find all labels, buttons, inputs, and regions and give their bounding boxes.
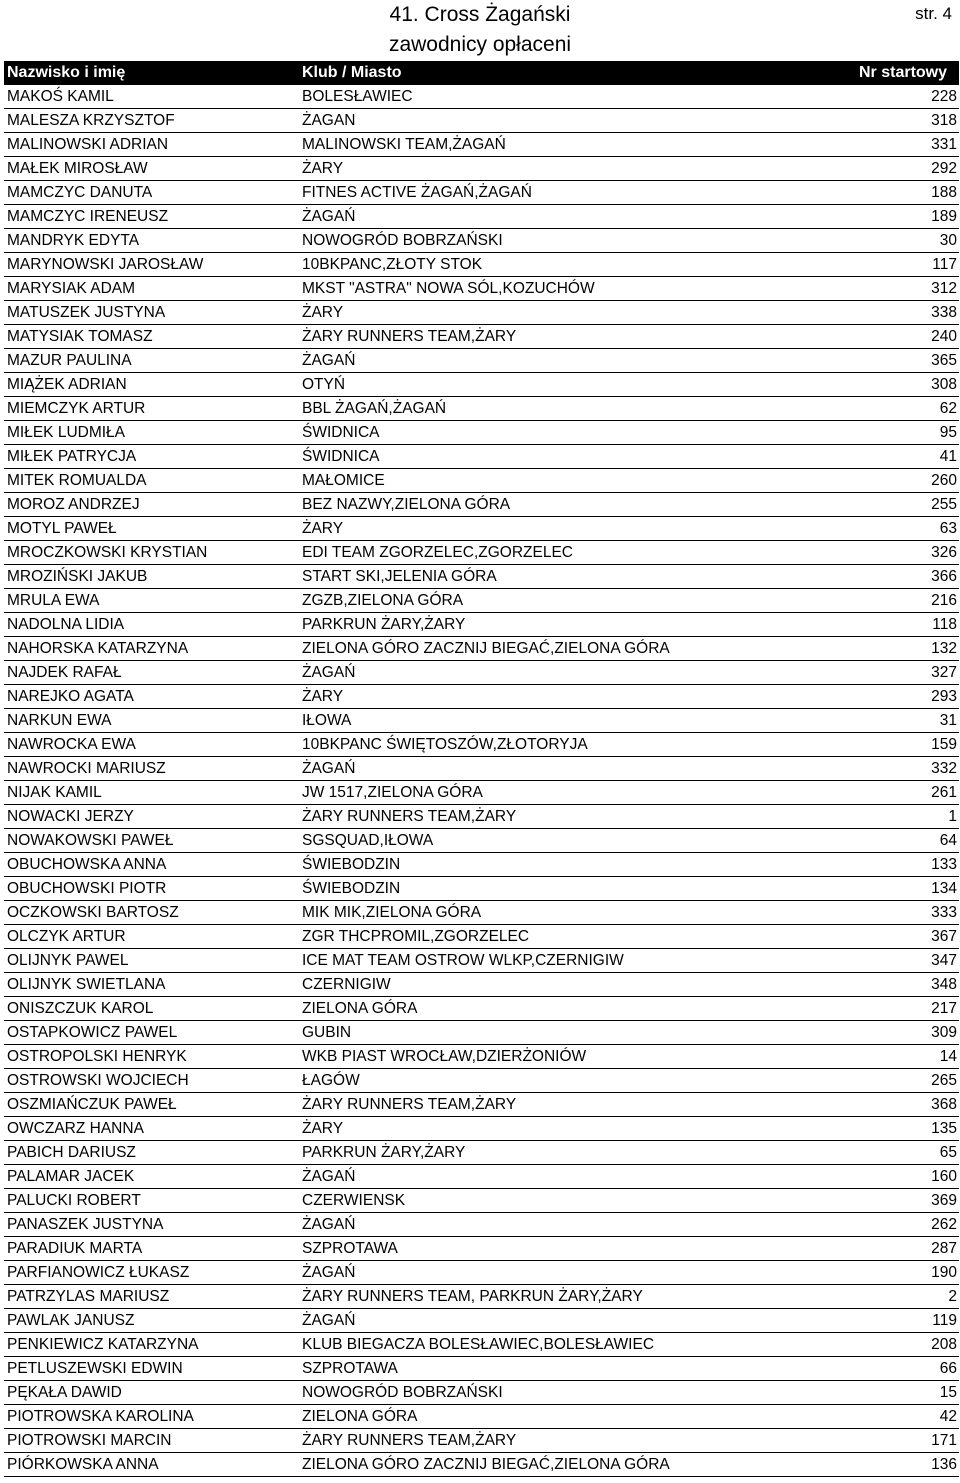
cell-bib-number: 171 [847,1429,959,1453]
cell-club: PARKRUN ŻARY,ŻARY [302,613,847,637]
cell-club: ŻARY [302,1117,847,1141]
table-row [4,541,959,565]
table-row [4,109,959,133]
cell-bib-number: 14 [847,1045,959,1069]
cell-bib-number: 287 [847,1237,959,1261]
cell-name: PIOTROWSKI MARCIN [4,1429,302,1453]
cell-name: MARYSIAK ADAM [4,277,302,301]
cell-club: ŚWIDNICA [302,445,847,469]
table-body [4,85,959,1477]
cell-name: NADOLNA LIDIA [4,613,302,637]
cell-name: NAWROCKA EWA [4,733,302,757]
cell-name: PĘKAŁA DAWID [4,1381,302,1405]
cell-club: BEZ NAZWY,ZIELONA GÓRA [302,493,847,517]
cell-bib-number: 2 [847,1285,959,1309]
cell-name: MATYSIAK TOMASZ [4,325,302,349]
cell-club: 10BKPANC ŚWIĘTOSZÓW,ZŁOTORYJA [302,733,847,757]
cell-club: ŻARY RUNNERS TEAM, PARKRUN ŻARY,ŻARY [302,1285,847,1309]
cell-bib-number: 31 [847,709,959,733]
column-header-name: Nazwisko i imię [4,61,302,85]
table-row [4,781,959,805]
cell-name: MALINOWSKI ADRIAN [4,133,302,157]
cell-name: OSTROWSKI WOJCIECH [4,1069,302,1093]
cell-bib-number: 117 [847,253,959,277]
cell-club: ŻAGAŃ [302,349,847,373]
cell-bib-number: 265 [847,1069,959,1093]
cell-name: NOWACKI JERZY [4,805,302,829]
cell-bib-number: 333 [847,901,959,925]
page-header [0,0,960,60]
cell-name: MRULA EWA [4,589,302,613]
table-row [4,757,959,781]
cell-club: ŚWIDNICA [302,421,847,445]
table-row [4,253,959,277]
cell-club: SZPROTAWA [302,1357,847,1381]
cell-name: NAHORSKA KATARZYNA [4,637,302,661]
table-row [4,493,959,517]
cell-bib-number: 134 [847,877,959,901]
cell-club: ŻAGAŃ [302,205,847,229]
cell-bib-number: 338 [847,301,959,325]
table-row [4,685,959,709]
cell-name: MATUSZEK JUSTYNA [4,301,302,325]
cell-name: PAWLAK JANUSZ [4,1309,302,1333]
cell-name: MIŁEK LUDMIŁA [4,421,302,445]
table-row [4,229,959,253]
table-row [4,205,959,229]
cell-bib-number: 260 [847,469,959,493]
cell-bib-number: 262 [847,1213,959,1237]
cell-bib-number: 135 [847,1117,959,1141]
cell-bib-number: 261 [847,781,959,805]
cell-club: MKST "ASTRA" NOWA SÓL,KOZUCHÓW [302,277,847,301]
cell-name: PETLUSZEWSKI EDWIN [4,1357,302,1381]
cell-name: MOTYL PAWEŁ [4,517,302,541]
cell-club: START SKI,JELENIA GÓRA [302,565,847,589]
cell-club: ŻAGAŃ [302,661,847,685]
table-row [4,1381,959,1405]
table-row [4,1261,959,1285]
cell-bib-number: 327 [847,661,959,685]
table-row [4,1045,959,1069]
table-row [4,397,959,421]
cell-bib-number: 15 [847,1381,959,1405]
table-row [4,1237,959,1261]
cell-bib-number: 312 [847,277,959,301]
cell-club: ŁAGÓW [302,1069,847,1093]
cell-club: ŻARY [302,685,847,709]
cell-bib-number: 369 [847,1189,959,1213]
cell-name: OLIJNYK PAWEL [4,949,302,973]
table-row [4,877,959,901]
cell-bib-number: 64 [847,829,959,853]
table-row [4,1453,959,1477]
table-row [4,349,959,373]
cell-club: ŻARY RUNNERS TEAM,ŻARY [302,325,847,349]
table-row [4,469,959,493]
document-title: 41. Cross Żagański [389,3,571,26]
cell-name: NARKUN EWA [4,709,302,733]
cell-club: PARKRUN ŻARY,ŻARY [302,1141,847,1165]
cell-club: ŻAGAŃ [302,1213,847,1237]
cell-club: ŻARY [302,517,847,541]
cell-name: MAMCZYC IRENEUSZ [4,205,302,229]
cell-name: MIEMCZYK ARTUR [4,397,302,421]
cell-club: SZPROTAWA [302,1237,847,1261]
table-row [4,517,959,541]
cell-bib-number: 118 [847,613,959,637]
table-row [4,1213,959,1237]
cell-club: ŻARY RUNNERS TEAM,ŻARY [302,805,847,829]
cell-name: PATRZYLAS MARIUSZ [4,1285,302,1309]
cell-bib-number: 136 [847,1453,959,1477]
cell-club: WKB PIAST WROCŁAW,DZIERŻONIÓW [302,1045,847,1069]
cell-bib-number: 347 [847,949,959,973]
cell-bib-number: 292 [847,157,959,181]
cell-name: NAWROCKI MARIUSZ [4,757,302,781]
cell-bib-number: 208 [847,1333,959,1357]
table-row [4,1165,959,1189]
participants-table [4,61,959,1477]
cell-club: KLUB BIEGACZA BOLESŁAWIEC,BOLESŁAWIEC [302,1333,847,1357]
table-row [4,925,959,949]
cell-bib-number: 367 [847,925,959,949]
table-row [4,181,959,205]
table-row [4,373,959,397]
table-row [4,613,959,637]
cell-name: PIOTROWSKA KAROLINA [4,1405,302,1429]
cell-name: PARADIUK MARTA [4,1237,302,1261]
cell-name: MAŁEK MIROSŁAW [4,157,302,181]
cell-bib-number: 95 [847,421,959,445]
cell-bib-number: 159 [847,733,959,757]
cell-name: NAJDEK RAFAŁ [4,661,302,685]
table-row [4,1429,959,1453]
cell-bib-number: 132 [847,637,959,661]
cell-name: OBUCHOWSKI PIOTR [4,877,302,901]
table-row [4,421,959,445]
cell-club: OTYŃ [302,373,847,397]
cell-name: MANDRYK EDYTA [4,229,302,253]
cell-bib-number: 189 [847,205,959,229]
cell-club: SGSQUAD,IŁOWA [302,829,847,853]
table-row [4,973,959,997]
cell-name: PABICH DARIUSZ [4,1141,302,1165]
cell-name: NAREJKO AGATA [4,685,302,709]
table-row [4,1357,959,1381]
cell-name: MROCZKOWSKI KRYSTIAN [4,541,302,565]
cell-bib-number: 119 [847,1309,959,1333]
cell-name: MAKOŚ KAMIL [4,85,302,109]
cell-bib-number: 326 [847,541,959,565]
table-row [4,325,959,349]
cell-club: ICE MAT TEAM OSTROW WLKP,CZERNIGIW [302,949,847,973]
cell-name: OBUCHOWSKA ANNA [4,853,302,877]
cell-club: ŚWIEBODZIN [302,853,847,877]
cell-club: IŁOWA [302,709,847,733]
cell-bib-number: 331 [847,133,959,157]
table-row [4,661,959,685]
cell-bib-number: 348 [847,973,959,997]
cell-club: NOWOGRÓD BOBRZAŃSKI [302,229,847,253]
cell-bib-number: 255 [847,493,959,517]
cell-club: ŻARY [302,301,847,325]
column-header-club: Klub / Miasto [302,61,847,85]
table-row [4,445,959,469]
cell-club: ZGR THCPROMIL,ZGORZELEC [302,925,847,949]
table-row [4,733,959,757]
table-row [4,1021,959,1045]
table-row [4,85,959,109]
table-row [4,997,959,1021]
cell-bib-number: 228 [847,85,959,109]
table-row [4,1405,959,1429]
cell-bib-number: 318 [847,109,959,133]
cell-name: MIĄŻEK ADRIAN [4,373,302,397]
cell-club: BOLESŁAWIEC [302,85,847,109]
cell-name: OSZMIAŃCZUK PAWEŁ [4,1093,302,1117]
cell-bib-number: 240 [847,325,959,349]
page-number: str. 4 [915,4,952,23]
cell-club: ŻAGAŃ [302,1309,847,1333]
cell-club: ZIELONA GÓRA [302,1405,847,1429]
cell-name: OSTROPOLSKI HENRYK [4,1045,302,1069]
cell-bib-number: 30 [847,229,959,253]
cell-club: ZIELONA GÓRO ZACZNIJ BIEGAĆ,ZIELONA GÓRA [302,1453,847,1477]
cell-club: BBL ŻAGAŃ,ŻAGAŃ [302,397,847,421]
cell-club: MAŁOMICE [302,469,847,493]
cell-club: CZERNIGIW [302,973,847,997]
cell-club: MIK MIK,ZIELONA GÓRA [302,901,847,925]
cell-bib-number: 42 [847,1405,959,1429]
cell-club: NOWOGRÓD BOBRZAŃSKI [302,1381,847,1405]
cell-bib-number: 41 [847,445,959,469]
column-header-bib: Nr startowy [847,61,959,85]
cell-name: OLCZYK ARTUR [4,925,302,949]
cell-bib-number: 65 [847,1141,959,1165]
cell-name: MROZIŃSKI JAKUB [4,565,302,589]
table-row [4,853,959,877]
cell-club: ŻAGAŃ [302,1165,847,1189]
cell-name: MARYNOWSKI JAROSŁAW [4,253,302,277]
cell-club: ŚWIEBODZIN [302,877,847,901]
table-row [4,1285,959,1309]
cell-name: OSTAPKOWICZ PAWEL [4,1021,302,1045]
cell-bib-number: 365 [847,349,959,373]
cell-name: MAMCZYC DANUTA [4,181,302,205]
table-row [4,1117,959,1141]
cell-name: MIŁEK PATRYCJA [4,445,302,469]
cell-club: JW 1517,ZIELONA GÓRA [302,781,847,805]
cell-club: GUBIN [302,1021,847,1045]
cell-name: OWCZARZ HANNA [4,1117,302,1141]
cell-club: 10BKPANC,ZŁOTY STOK [302,253,847,277]
cell-club: ZIELONA GÓRO ZACZNIJ BIEGAĆ,ZIELONA GÓRA [302,637,847,661]
cell-bib-number: 217 [847,997,959,1021]
table-row [4,1069,959,1093]
cell-bib-number: 368 [847,1093,959,1117]
table-row [4,829,959,853]
table-header-row [4,61,959,85]
cell-bib-number: 63 [847,517,959,541]
cell-bib-number: 190 [847,1261,959,1285]
table-row [4,637,959,661]
cell-name: PALUCKI ROBERT [4,1189,302,1213]
cell-bib-number: 1 [847,805,959,829]
cell-name: NIJAK KAMIL [4,781,302,805]
cell-club: ŻARY [302,157,847,181]
table-row [4,949,959,973]
cell-bib-number: 366 [847,565,959,589]
cell-club: EDI TEAM ZGORZELEC,ZGORZELEC [302,541,847,565]
cell-name: PARFIANOWICZ ŁUKASZ [4,1261,302,1285]
table-row [4,1333,959,1357]
cell-bib-number: 66 [847,1357,959,1381]
cell-bib-number: 216 [847,589,959,613]
cell-bib-number: 308 [847,373,959,397]
table-row [4,1093,959,1117]
cell-name: MOROZ ANDRZEJ [4,493,302,517]
cell-club: ŻAGAŃ [302,757,847,781]
cell-club: ŻARY RUNNERS TEAM,ŻARY [302,1429,847,1453]
cell-bib-number: 293 [847,685,959,709]
cell-name: PANASZEK JUSTYNA [4,1213,302,1237]
document-subtitle: zawodnicy opłaceni [388,33,572,56]
cell-name: NOWAKOWSKI PAWEŁ [4,829,302,853]
table-row [4,709,959,733]
cell-bib-number: 332 [847,757,959,781]
cell-name: MAZUR PAULINA [4,349,302,373]
table-row [4,565,959,589]
cell-bib-number: 62 [847,397,959,421]
cell-name: PALAMAR JACEK [4,1165,302,1189]
cell-club: ZIELONA GÓRA [302,997,847,1021]
table-row [4,133,959,157]
cell-name: MALESZA KRZYSZTOF [4,109,302,133]
cell-name: MITEK ROMUALDA [4,469,302,493]
cell-club: ŻAGAN [302,109,847,133]
cell-bib-number: 160 [847,1165,959,1189]
table-row [4,1141,959,1165]
cell-bib-number: 188 [847,181,959,205]
cell-name: ONISZCZUK KAROL [4,997,302,1021]
cell-bib-number: 133 [847,853,959,877]
table-row [4,157,959,181]
cell-name: PENKIEWICZ KATARZYNA [4,1333,302,1357]
cell-club: ŻARY RUNNERS TEAM,ŻARY [302,1093,847,1117]
cell-club: FITNES ACTIVE ŻAGAŃ,ŻAGAŃ [302,181,847,205]
table-row [4,1309,959,1333]
cell-name: OCZKOWSKI BARTOSZ [4,901,302,925]
table-row [4,805,959,829]
cell-bib-number: 309 [847,1021,959,1045]
table-row [4,301,959,325]
table-row [4,1189,959,1213]
cell-club: CZERWIENSK [302,1189,847,1213]
cell-club: ŻAGAŃ [302,1261,847,1285]
cell-name: PIÓRKOWSKA ANNA [4,1453,302,1477]
table-row [4,277,959,301]
cell-club: MALINOWSKI TEAM,ŻAGAŃ [302,133,847,157]
table-row [4,589,959,613]
cell-name: OLIJNYK SWIETLANA [4,973,302,997]
table-row [4,901,959,925]
cell-club: ZGZB,ZIELONA GÓRA [302,589,847,613]
